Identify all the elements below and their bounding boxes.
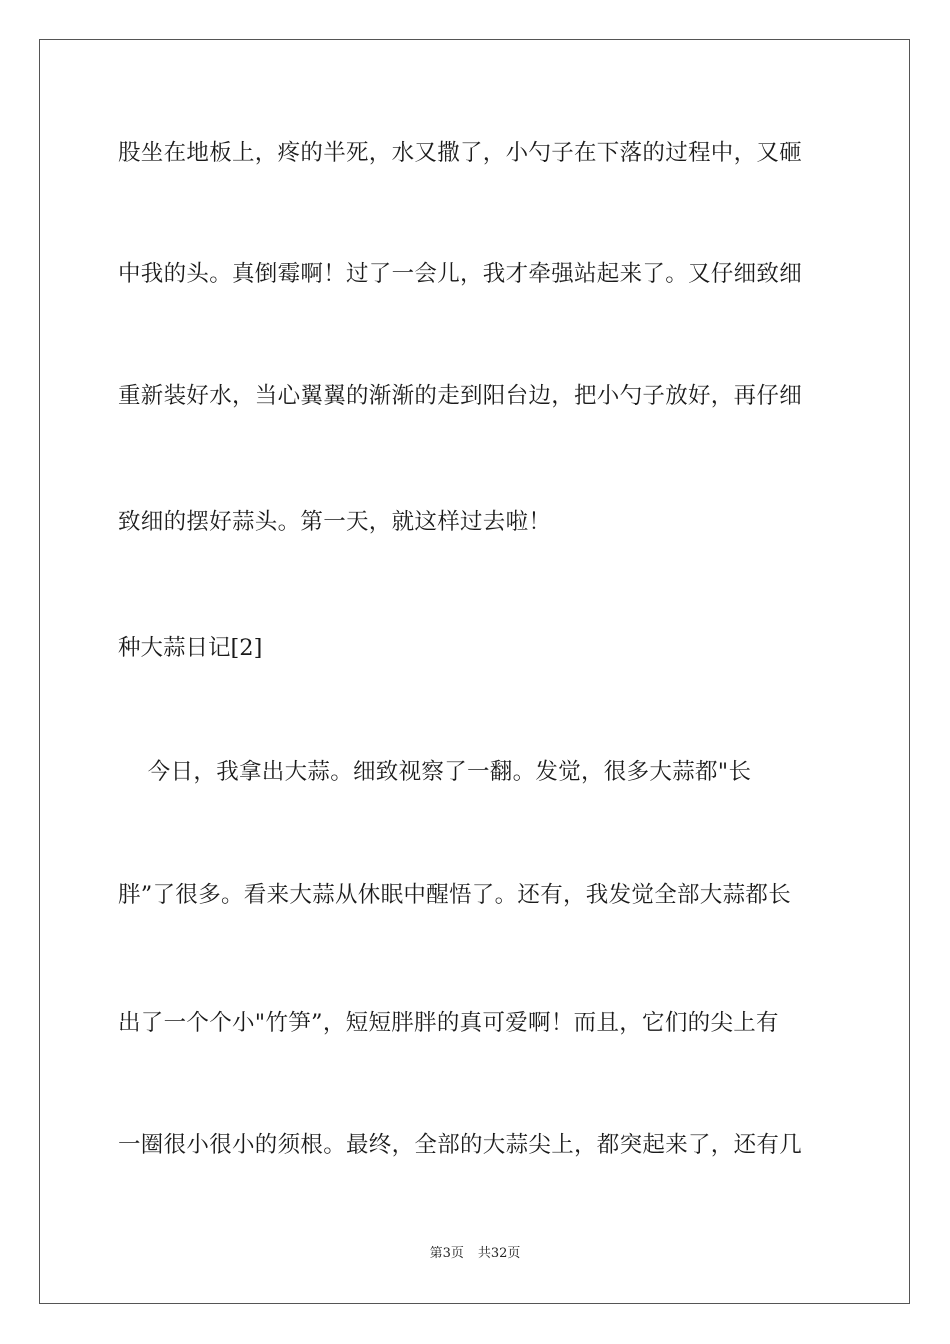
body-line: 一圈很小很小的须根。最终，全部的大蒜尖上，都突起来了，还有几 bbox=[118, 1132, 803, 1158]
body-line: 胖”了很多。看来大蒜从休眠中醒悟了。还有，我发觉全部大蒜都长 bbox=[118, 882, 792, 908]
body-line: 致细的摆好蒜头。第一天，就这样过去啦！ bbox=[118, 509, 552, 535]
page-number: 第3页 bbox=[429, 1246, 464, 1261]
body-line: 股坐在地板上，疼的半死，水又撒了，小勺子在下落的过程中，又砸 bbox=[118, 140, 803, 166]
body-line: 今日，我拿出大蒜。细致视察了一翻。发觉，很多大蒜都"长 bbox=[118, 759, 752, 785]
body-line: 中我的头。真倒霉啊！过了一会儿，我才牵强站起来了。又仔细致细 bbox=[118, 261, 803, 287]
section-heading: 种大蒜日记[2] bbox=[118, 635, 263, 661]
page-border bbox=[39, 39, 910, 1304]
page-footer bbox=[0, 1245, 950, 1263]
total-pages: 共32页 bbox=[477, 1246, 521, 1261]
body-line: 重新装好水，当心翼翼的渐渐的走到阳台边，把小勺子放好，再仔细 bbox=[118, 383, 803, 409]
body-line: 出了一个个小"竹笋”，短短胖胖的真可爱啊！而且，它们的尖上有 bbox=[118, 1010, 779, 1036]
